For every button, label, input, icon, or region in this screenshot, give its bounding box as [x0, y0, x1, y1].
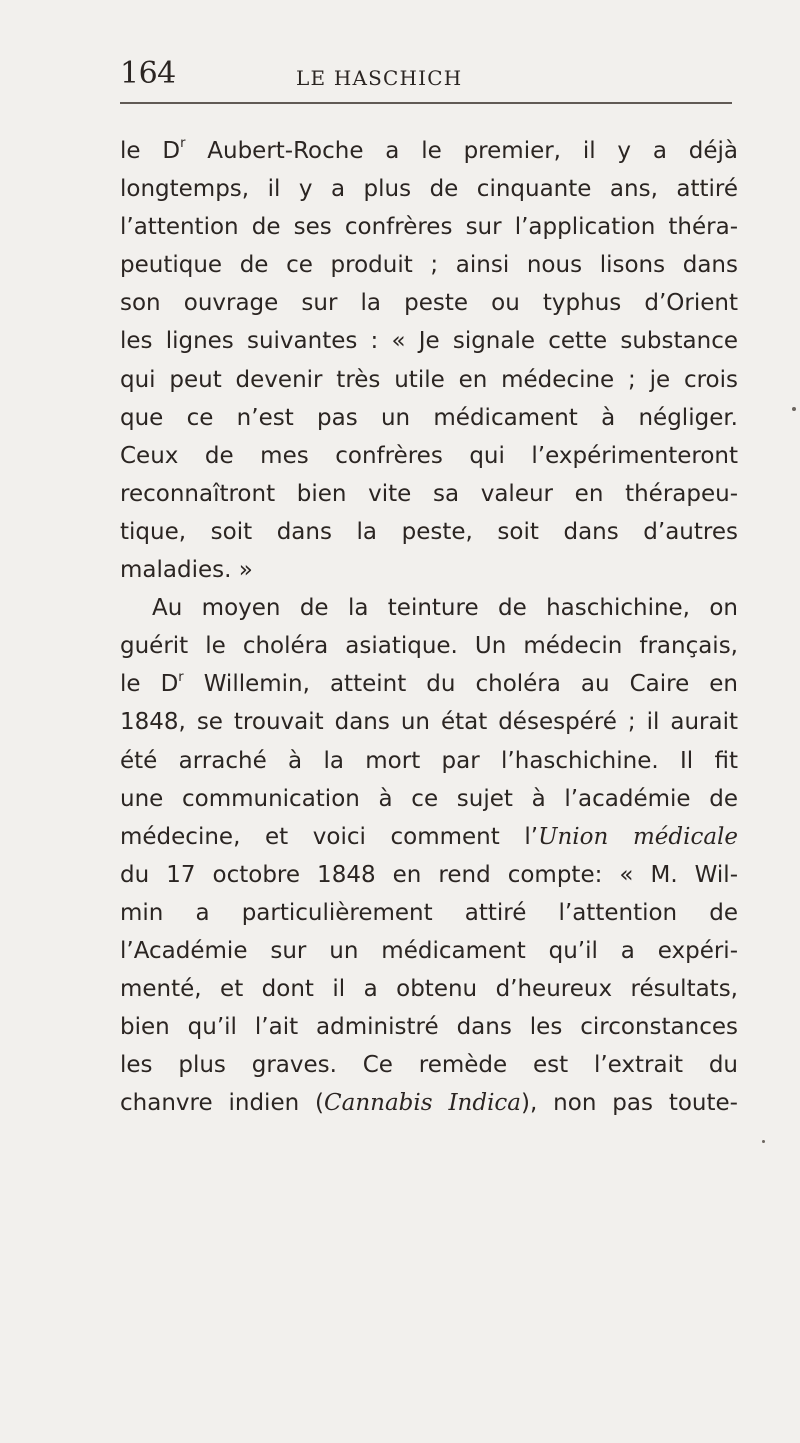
text-line-12: maladies. »: [120, 557, 253, 584]
text-line-8: que ce n’est pas un médicament à négliger.: [120, 404, 738, 431]
text-line-14: guérit le choléra asiatique. Un médecin français,: [120, 633, 738, 660]
text-line-22: l’Académie sur un médicament qu’il a expéri-: [120, 937, 738, 964]
text-line-5: son ouvrage sur la peste ou typhus d’Orient: [120, 290, 738, 317]
running-title: LE HASCHICH: [296, 66, 463, 90]
text-line-17: été arraché à la mort par l’haschichine. Il fit: [120, 747, 738, 774]
text-line-15: le $D^r$ Willemin, atteint du choléra au Caire en: [120, 669, 738, 698]
text-line-19: médecine, et voici comment l’Union médicale: [120, 823, 738, 850]
paper-speck: [792, 407, 796, 411]
text-line-16: 1848, se trouvait dans un état désespéré ; il aurait: [120, 709, 738, 736]
text-line-25: les plus graves. Ce remède est l’extrait du: [120, 1052, 738, 1079]
text-line-6: les lignes suivantes : « Je signale cette substance: [120, 328, 738, 355]
text-line-2: longtemps, il y a plus de cinquante ans, attiré: [120, 176, 738, 203]
text-line-9: Ceux de mes confrères qui l’expérimenteront: [120, 442, 738, 469]
text-line-21: min a particulièrement attiré l’attention de: [120, 899, 738, 926]
page-header: [120, 52, 740, 110]
paper-speck: [762, 1140, 765, 1143]
text-line-23: menté, et dont il a obtenu d’heureux résultats,: [120, 976, 738, 1003]
page-number: 164: [120, 56, 176, 91]
text-line-4: peutique de ce produit ; ainsi nous lisons dans: [120, 252, 738, 279]
text-line-10: reconnaîtront bien vite sa valeur en thérapeu-: [120, 480, 738, 507]
text-line-26: chanvre indien (Cannabis Indica), non pas toute-: [120, 1090, 738, 1117]
text-line-3: l’attention de ses confrères sur l’application théra-: [120, 214, 738, 241]
text-line-13: Au moyen de la teinture de haschichine, on: [152, 595, 738, 622]
text-line-11: tique, soit dans la peste, soit dans d’autres: [120, 518, 738, 545]
text-line-7: qui peut devenir très utile en médecine ; je crois: [120, 366, 738, 393]
text-line-1: le $D^r$ Aubert-Roche a le premier, il y a déjà: [120, 136, 738, 164]
header-rule: [120, 102, 732, 104]
text-line-20: du 17 octobre 1848 en rend compte: « M. Wil-: [120, 861, 738, 888]
body-text: [120, 132, 738, 1122]
text-line-24: bien qu’il l’ait administré dans les circonstances: [120, 1014, 738, 1041]
text-line-18: une communication à ce sujet à l’académie de: [120, 785, 738, 812]
